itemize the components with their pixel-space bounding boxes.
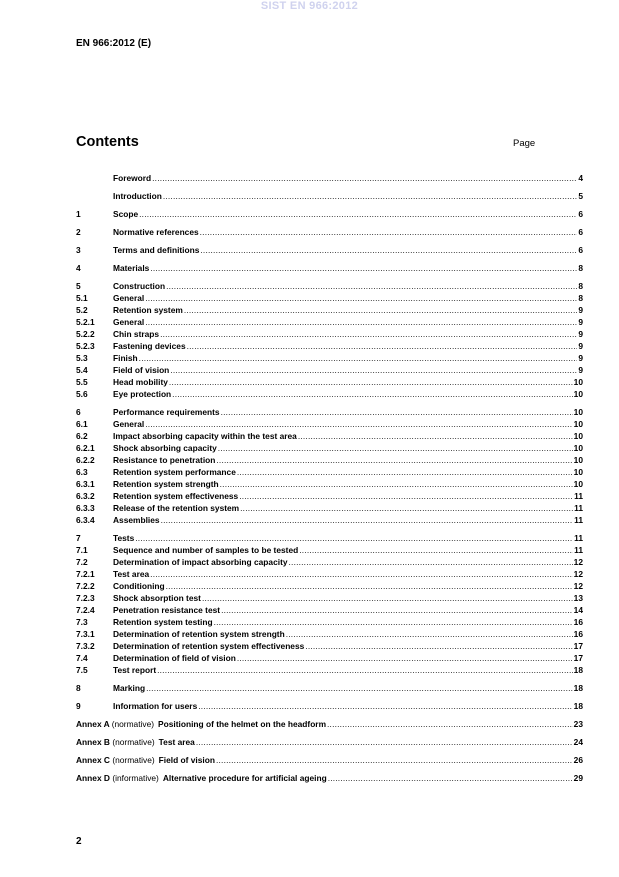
toc-entry-title: Penetration resistance test bbox=[113, 605, 221, 615]
toc-entry-page: 10 bbox=[573, 389, 583, 399]
toc-entry[interactable] bbox=[76, 226, 583, 238]
dot-leader bbox=[198, 700, 572, 712]
toc-entry-number: 6.3.3 bbox=[76, 503, 95, 513]
dot-leader bbox=[221, 604, 573, 616]
toc-entry-title: Construction bbox=[113, 281, 166, 291]
table-of-contents bbox=[76, 172, 583, 784]
toc-entry-number: 8 bbox=[76, 683, 81, 693]
toc-entry-page: 9 bbox=[578, 341, 583, 351]
annex-title: Test area bbox=[158, 737, 195, 747]
toc-entry[interactable] bbox=[76, 244, 583, 256]
toc-entry-title: Test area bbox=[113, 569, 150, 579]
toc-annex-entry[interactable] bbox=[76, 736, 583, 748]
toc-entry-page: 8 bbox=[578, 293, 583, 303]
dot-leader bbox=[239, 490, 573, 502]
dot-leader bbox=[150, 568, 573, 580]
toc-entry[interactable] bbox=[76, 454, 583, 466]
toc-entry[interactable] bbox=[76, 328, 583, 340]
toc-entry[interactable] bbox=[76, 604, 583, 616]
toc-entry-number: 6.3.2 bbox=[76, 491, 95, 501]
toc-entry-number: 5.2 bbox=[76, 305, 88, 315]
toc-entry-page: 10 bbox=[573, 455, 583, 465]
toc-entry[interactable] bbox=[76, 280, 583, 292]
toc-entry-page: 11 bbox=[574, 503, 583, 513]
toc-entry-number: 6.3.4 bbox=[76, 515, 95, 525]
dot-leader bbox=[289, 556, 573, 568]
toc-entry[interactable] bbox=[76, 532, 583, 544]
toc-entry-page: 11 bbox=[574, 515, 583, 525]
toc-entry-title: Determination of impact absorbing capacity bbox=[113, 557, 288, 567]
toc-entry-title: General bbox=[113, 293, 145, 303]
toc-entry[interactable] bbox=[76, 682, 583, 694]
toc-entry[interactable] bbox=[76, 388, 583, 400]
toc-entry-title: Retention system performance bbox=[113, 467, 236, 477]
toc-entry-number: 7 bbox=[76, 533, 81, 543]
toc-entry-page: 10 bbox=[573, 407, 583, 417]
dot-leader bbox=[196, 736, 573, 748]
toc-entry-title: Retention system strength bbox=[113, 479, 219, 489]
toc-entry-title: Materials bbox=[113, 263, 150, 273]
dot-leader bbox=[160, 328, 577, 340]
toc-entry[interactable] bbox=[76, 340, 583, 352]
toc-entry-number: 7.3.1 bbox=[76, 629, 95, 639]
toc-entry-title: Impact absorbing capacity within the test area bbox=[113, 431, 297, 441]
toc-entry-number: 7.2.4 bbox=[76, 605, 95, 615]
dot-leader bbox=[214, 616, 573, 628]
toc-entry-number: 7.4 bbox=[76, 653, 88, 663]
dot-leader bbox=[157, 664, 573, 676]
dot-leader bbox=[145, 316, 577, 328]
toc-entry-page: 18 bbox=[573, 683, 583, 693]
toc-entry-page: 8 bbox=[578, 281, 583, 291]
toc-entry-page: 9 bbox=[578, 365, 583, 375]
toc-entry-number: 5.2.3 bbox=[76, 341, 95, 351]
toc-entry-page: 12 bbox=[573, 557, 583, 567]
document-id: EN 966:2012 (E) bbox=[76, 38, 152, 49]
toc-entry-title: Determination of retention system strength bbox=[113, 629, 285, 639]
toc-entry-title: Test report bbox=[113, 665, 157, 675]
toc-entry-title: Determination of field of vision bbox=[113, 653, 236, 663]
dot-leader bbox=[298, 430, 573, 442]
dot-leader bbox=[172, 388, 573, 400]
watermark: SIST EN 966:2012 bbox=[260, 0, 359, 12]
annex-page: 26 bbox=[573, 755, 583, 765]
toc-entry-title: Introduction bbox=[113, 191, 162, 201]
toc-entry-title: Release of the retention system bbox=[113, 503, 240, 513]
toc-entry-page: 16 bbox=[573, 617, 583, 627]
dot-leader bbox=[216, 454, 572, 466]
dot-leader bbox=[237, 466, 573, 478]
toc-entry-page: 13 bbox=[573, 593, 583, 603]
dot-leader bbox=[166, 280, 577, 292]
toc-entry-title: Head mobility bbox=[113, 377, 168, 387]
toc-entry-page: 14 bbox=[573, 605, 583, 615]
toc-entry-title: Sequence and number of samples to be tested bbox=[113, 545, 299, 555]
toc-entry-page: 16 bbox=[573, 629, 583, 639]
dot-leader bbox=[286, 628, 573, 640]
toc-entry-number: 5.2.2 bbox=[76, 329, 95, 339]
annex-label: Annex B bbox=[76, 737, 110, 747]
toc-entry-number: 6.2.1 bbox=[76, 443, 95, 453]
toc-entry-page: 8 bbox=[578, 263, 583, 273]
toc-entry-number: 5 bbox=[76, 281, 81, 291]
toc-entry-page: 18 bbox=[573, 665, 583, 675]
toc-entry-number: 5.6 bbox=[76, 389, 88, 399]
toc-entry-title: Conditioning bbox=[113, 581, 165, 591]
toc-entry[interactable] bbox=[76, 292, 583, 304]
dot-leader bbox=[139, 208, 577, 220]
toc-entry-number: 6.3.1 bbox=[76, 479, 95, 489]
toc-entry-page: 10 bbox=[573, 467, 583, 477]
toc-entry-number: 7.5 bbox=[76, 665, 88, 675]
toc-entry[interactable] bbox=[76, 418, 583, 430]
toc-entry[interactable] bbox=[76, 430, 583, 442]
dot-leader bbox=[152, 172, 577, 184]
toc-entry-number: 5.3 bbox=[76, 353, 88, 363]
toc-entry-page: 10 bbox=[573, 431, 583, 441]
toc-entry-number: 6 bbox=[76, 407, 81, 417]
toc-entry-number: 7.2 bbox=[76, 557, 88, 567]
toc-entry-title: Scope bbox=[113, 209, 139, 219]
toc-entry-title: Resistance to penetration bbox=[113, 455, 216, 465]
toc-entry[interactable] bbox=[76, 502, 583, 514]
toc-entry[interactable] bbox=[76, 262, 583, 274]
toc-entry[interactable] bbox=[76, 316, 583, 328]
page-title: Contents bbox=[76, 134, 139, 150]
dot-leader bbox=[187, 340, 578, 352]
toc-entry-title: Chin straps bbox=[113, 329, 160, 339]
toc-entry[interactable] bbox=[76, 514, 583, 526]
dot-leader bbox=[240, 502, 573, 514]
toc-entry-number: 7.2.2 bbox=[76, 581, 95, 591]
toc-entry-number: 7.2.1 bbox=[76, 569, 95, 579]
dot-leader bbox=[146, 682, 573, 694]
toc-entry-number: 6.3 bbox=[76, 467, 88, 477]
dot-leader bbox=[327, 718, 573, 730]
dot-leader bbox=[216, 754, 573, 766]
dot-leader bbox=[161, 514, 574, 526]
toc-entry-page: 10 bbox=[573, 443, 583, 453]
toc-entry[interactable] bbox=[76, 406, 583, 418]
dot-leader bbox=[202, 592, 573, 604]
toc-entry-page: 10 bbox=[573, 479, 583, 489]
toc-annex-entry[interactable] bbox=[76, 754, 583, 766]
toc-entry-number: 9 bbox=[76, 701, 81, 711]
toc-entry-title: Tests bbox=[113, 533, 135, 543]
page-column-label: Page bbox=[513, 138, 536, 149]
toc-entry-page: 9 bbox=[578, 353, 583, 363]
annex-title: Positioning of the helmet on the headform bbox=[158, 719, 327, 729]
annex-type: (normative) bbox=[112, 737, 155, 747]
toc-entry-page: 11 bbox=[574, 545, 583, 555]
toc-entry-number: 7.2.3 bbox=[76, 593, 95, 603]
toc-entry[interactable] bbox=[76, 478, 583, 490]
toc-entry-page: 6 bbox=[578, 209, 583, 219]
toc-entry-title: Finish bbox=[113, 353, 138, 363]
toc-entry[interactable] bbox=[76, 544, 583, 556]
toc-entry-title: General bbox=[113, 419, 145, 429]
page-number: 2 bbox=[76, 836, 82, 847]
toc-entry-page: 4 bbox=[578, 173, 583, 183]
toc-entry-number: 5.1 bbox=[76, 293, 88, 303]
toc-entry-title: Marking bbox=[113, 683, 146, 693]
toc-entry-page: 5 bbox=[578, 191, 583, 201]
toc-entry-number: 5.5 bbox=[76, 377, 88, 387]
dot-leader bbox=[145, 418, 572, 430]
toc-entry-number: 7.3.2 bbox=[76, 641, 95, 651]
dot-leader bbox=[184, 304, 578, 316]
annex-type: (normative) bbox=[111, 719, 155, 729]
toc-entry-page: 11 bbox=[574, 491, 583, 501]
toc-annex-entry[interactable] bbox=[76, 718, 583, 730]
toc-entry[interactable] bbox=[76, 652, 583, 664]
toc-entry-page: 17 bbox=[573, 641, 583, 651]
toc-entry-title: Retention system testing bbox=[113, 617, 213, 627]
toc-entry-number: 6.2.2 bbox=[76, 455, 95, 465]
toc-entry-page: 10 bbox=[573, 419, 583, 429]
toc-entry[interactable] bbox=[76, 352, 583, 364]
toc-entry-number: 6.1 bbox=[76, 419, 88, 429]
dot-leader bbox=[150, 262, 577, 274]
toc-entry-number: 5.2.1 bbox=[76, 317, 95, 327]
dot-leader bbox=[166, 580, 573, 592]
annex-page: 23 bbox=[573, 719, 583, 729]
toc-entry-number: 3 bbox=[76, 245, 81, 255]
toc-entry-title: Retention system bbox=[113, 305, 183, 315]
toc-entry[interactable] bbox=[76, 490, 583, 502]
annex-label: Annex A bbox=[76, 719, 110, 729]
annex-page: 29 bbox=[573, 773, 583, 783]
dot-leader bbox=[218, 442, 573, 454]
toc-entry-title: Shock absorbing capacity bbox=[113, 443, 217, 453]
toc-entry[interactable] bbox=[76, 580, 583, 592]
toc-entry-page: 9 bbox=[578, 329, 583, 339]
toc-entry[interactable] bbox=[76, 364, 583, 376]
toc-entry[interactable] bbox=[76, 664, 583, 676]
toc-entry-page: 9 bbox=[578, 317, 583, 327]
toc-entry-page: 12 bbox=[573, 581, 583, 591]
annex-label: Annex D bbox=[76, 773, 110, 783]
toc-entry-page: 12 bbox=[573, 569, 583, 579]
dot-leader bbox=[200, 226, 578, 238]
annex-type: (informative) bbox=[112, 773, 159, 783]
toc-entry[interactable] bbox=[76, 592, 583, 604]
dot-leader bbox=[237, 652, 573, 664]
dot-leader bbox=[305, 640, 572, 652]
dot-leader bbox=[221, 406, 573, 418]
annex-label: Annex C bbox=[76, 755, 110, 765]
toc-entry-title: Information for users bbox=[113, 701, 198, 711]
toc-entry-title: General bbox=[113, 317, 145, 327]
dot-leader bbox=[139, 352, 578, 364]
annex-title: Field of vision bbox=[158, 755, 215, 765]
toc-entry-title: Retention system effectiveness bbox=[113, 491, 239, 501]
toc-entry[interactable] bbox=[76, 304, 583, 316]
toc-entry-page: 6 bbox=[578, 227, 583, 237]
toc-entry[interactable] bbox=[76, 376, 583, 388]
toc-entry-page: 18 bbox=[573, 701, 583, 711]
toc-entry[interactable] bbox=[76, 466, 583, 478]
toc-entry-number: 6.2 bbox=[76, 431, 88, 441]
toc-entry[interactable] bbox=[76, 628, 583, 640]
toc-entry-number: 1 bbox=[76, 209, 81, 219]
toc-entry-title: Performance requirements bbox=[113, 407, 220, 417]
toc-entry-title: Field of vision bbox=[113, 365, 170, 375]
toc-entry-title: Shock absorption test bbox=[113, 593, 201, 603]
toc-entry[interactable] bbox=[76, 556, 583, 568]
toc-entry-page: 9 bbox=[578, 305, 583, 315]
toc-entry[interactable] bbox=[76, 208, 583, 220]
toc-entry-title: Terms and definitions bbox=[113, 245, 200, 255]
toc-entry[interactable] bbox=[76, 442, 583, 454]
toc-entry-number: 2 bbox=[76, 227, 81, 237]
annex-page: 24 bbox=[573, 737, 583, 747]
toc-entry-page: 10 bbox=[573, 377, 583, 387]
dot-leader bbox=[169, 376, 573, 388]
toc-entry-page: 6 bbox=[578, 245, 583, 255]
toc-entry-title: Foreword bbox=[113, 173, 152, 183]
dot-leader bbox=[200, 244, 577, 256]
toc-entry-number: 5.4 bbox=[76, 365, 88, 375]
annex-type: (normative) bbox=[112, 755, 155, 765]
toc-entry-title: Fastening devices bbox=[113, 341, 186, 351]
toc-entry[interactable] bbox=[76, 190, 583, 202]
toc-entry-number: 7.1 bbox=[76, 545, 88, 555]
toc-entry-number: 7.3 bbox=[76, 617, 88, 627]
toc-entry-page: 11 bbox=[574, 533, 583, 543]
dot-leader bbox=[163, 190, 577, 202]
toc-entry[interactable] bbox=[76, 616, 583, 628]
toc-entry[interactable] bbox=[76, 640, 583, 652]
dot-leader bbox=[328, 772, 573, 784]
dot-leader bbox=[299, 544, 573, 556]
toc-entry[interactable] bbox=[76, 172, 583, 184]
dot-leader bbox=[170, 364, 577, 376]
toc-entry-number: 4 bbox=[76, 263, 81, 273]
annex-title: Alternative procedure for artificial ageing bbox=[162, 773, 327, 783]
toc-entry-page: 17 bbox=[573, 653, 583, 663]
dot-leader bbox=[135, 532, 573, 544]
toc-entry[interactable] bbox=[76, 700, 583, 712]
toc-entry-title: Determination of retention system effectiveness bbox=[113, 641, 305, 651]
dot-leader bbox=[220, 478, 573, 490]
toc-entry-title: Assemblies bbox=[113, 515, 160, 525]
toc-entry-title: Normative references bbox=[113, 227, 199, 237]
toc-annex-entry[interactable] bbox=[76, 772, 583, 784]
toc-entry[interactable] bbox=[76, 568, 583, 580]
dot-leader bbox=[145, 292, 577, 304]
toc-entry-title: Eye protection bbox=[113, 389, 172, 399]
